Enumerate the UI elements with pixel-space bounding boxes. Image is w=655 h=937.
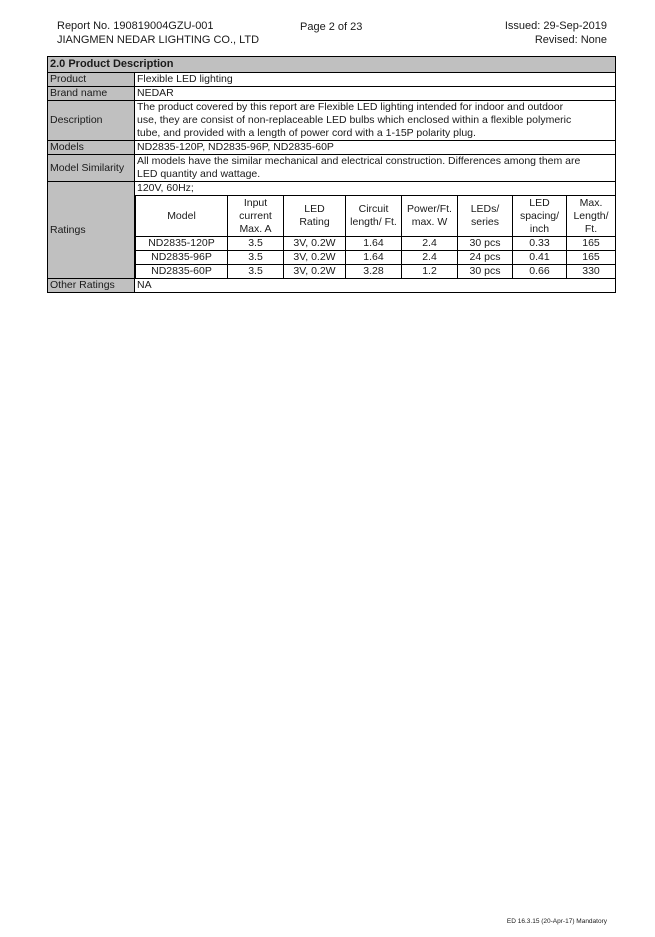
ratings-row xyxy=(136,251,616,265)
col-led-spacing: LED spacing/ inch xyxy=(513,196,567,237)
form-footer: ED 16.3.15 (20-Apr-17) Mandatory xyxy=(506,918,607,925)
description-label: Description xyxy=(48,101,135,141)
cell-circuit-length: 1.64 xyxy=(346,237,402,251)
cell-max-length: 165 xyxy=(567,237,616,251)
similarity-line: LED quantity and wattage. xyxy=(137,168,261,180)
cell-power-per-ft: 2.4 xyxy=(402,237,458,251)
cell-leds-series: 30 pcs xyxy=(458,265,513,279)
product-value: Flexible LED lighting xyxy=(135,73,616,87)
cell-led-rating: 3V, 0.2W xyxy=(284,265,346,279)
ratings-value xyxy=(135,182,616,279)
ratings-table xyxy=(135,196,615,278)
ratings-label: Ratings xyxy=(48,182,135,279)
cell-max-length: 165 xyxy=(567,251,616,265)
col-max-length: Max. Length/ Ft. xyxy=(567,196,616,237)
report-header-right xyxy=(505,19,607,47)
section-title: 2.0 Product Description xyxy=(48,57,616,73)
brand-value: NEDAR xyxy=(135,87,616,101)
models-label: Models xyxy=(48,141,135,155)
cell-power-per-ft: 1.2 xyxy=(402,265,458,279)
cell-led-rating: 3V, 0.2W xyxy=(284,251,346,265)
cell-leds-series: 24 pcs xyxy=(458,251,513,265)
similarity-line: All models have the similar mechanical and electrical construction. Differences among them are xyxy=(137,155,581,167)
cell-input-current: 3.5 xyxy=(228,265,284,279)
product-label: Product xyxy=(48,73,135,87)
revision-status: Revised: None xyxy=(534,34,607,46)
cell-led-spacing: 0.66 xyxy=(513,265,567,279)
report-number: Report No. 190819004GZU-001 xyxy=(57,20,214,32)
cell-led-spacing: 0.33 xyxy=(513,237,567,251)
page-number: Page 2 of 23 xyxy=(300,21,363,33)
cell-model: ND2835-60P xyxy=(136,265,228,279)
ratings-header-row xyxy=(136,196,616,237)
description-line: tube, and provided with a length of power cord with a 1-15P polarity plug. xyxy=(137,127,476,139)
col-led-rating: LED Rating xyxy=(284,196,346,237)
brand-label: Brand name xyxy=(48,87,135,101)
cell-input-current: 3.5 xyxy=(228,237,284,251)
col-leds-series: LEDs/ series xyxy=(458,196,513,237)
company-name: JIANGMEN NEDAR LIGHTING CO., LTD xyxy=(57,34,260,46)
col-input-current: Input current Max. A xyxy=(228,196,284,237)
product-description-table xyxy=(47,56,616,293)
cell-model: ND2835-120P xyxy=(136,237,228,251)
similarity-label: Model Similarity xyxy=(48,155,135,182)
description-line: use, they are consist of non-replaceable LED bulbs which enclosed within a flexible polymeric xyxy=(137,114,572,126)
cell-model: ND2835-96P xyxy=(136,251,228,265)
cell-power-per-ft: 2.4 xyxy=(402,251,458,265)
cell-led-rating: 3V, 0.2W xyxy=(284,237,346,251)
cell-circuit-length: 1.64 xyxy=(346,251,402,265)
ratings-row xyxy=(136,237,616,251)
issued-date: Issued: 29-Sep-2019 xyxy=(504,20,607,32)
col-circuit-length: Circuit length/ Ft. xyxy=(346,196,402,237)
cell-circuit-length: 3.28 xyxy=(346,265,402,279)
similarity-value xyxy=(135,155,616,182)
report-header-left xyxy=(57,19,259,47)
cell-leds-series: 30 pcs xyxy=(458,237,513,251)
models-value: ND2835-120P, ND2835-96P, ND2835-60P xyxy=(135,141,616,155)
col-power-per-ft: Power/Ft. max. W xyxy=(402,196,458,237)
supply-rating: 120V, 60Hz; xyxy=(135,182,615,196)
description-value xyxy=(135,101,616,141)
other-ratings-value: NA xyxy=(135,279,616,293)
cell-input-current: 3.5 xyxy=(228,251,284,265)
other-ratings-label: Other Ratings xyxy=(48,279,135,293)
description-line: The product covered by this report are Flexible LED lighting intended for indoor and outdoor xyxy=(137,101,564,113)
cell-led-spacing: 0.41 xyxy=(513,251,567,265)
cell-max-length: 330 xyxy=(567,265,616,279)
col-model: Model xyxy=(136,196,228,237)
ratings-row xyxy=(136,265,616,279)
